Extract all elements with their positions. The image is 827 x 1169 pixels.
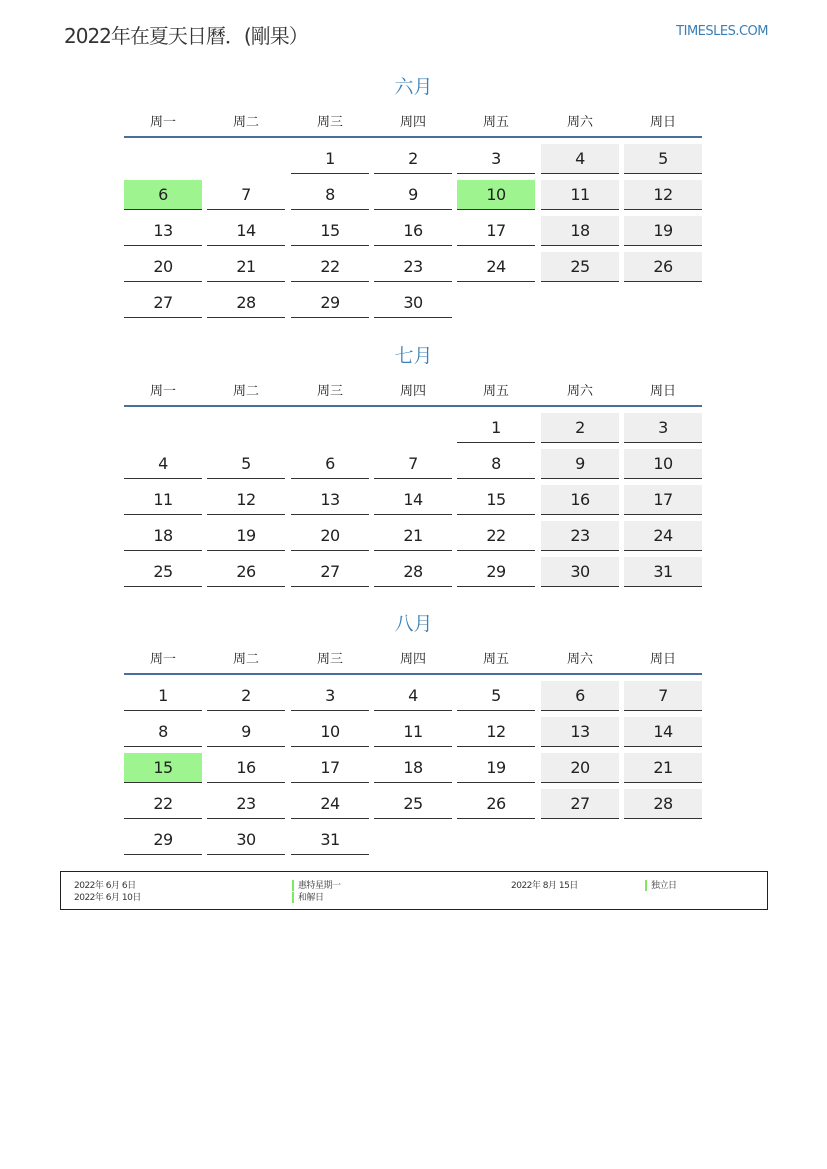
day-cell: 8 xyxy=(457,449,535,479)
day-cell: 16 xyxy=(374,216,452,246)
weekday-header: 周四 xyxy=(399,115,426,130)
day-cell: 14 xyxy=(624,717,702,747)
day-cell: 15 xyxy=(291,216,369,246)
day-cell: 20 xyxy=(291,521,369,551)
day-cell: 30 xyxy=(374,288,452,318)
day-cell: 3 xyxy=(291,681,369,711)
header-rule xyxy=(124,405,702,407)
month-title: 八月 xyxy=(394,613,433,635)
day-cell: 24 xyxy=(624,521,702,551)
day-cell: 13 xyxy=(291,485,369,515)
day-cell: 11 xyxy=(541,180,619,210)
day-cell: 17 xyxy=(457,216,535,246)
weekday-header: 周二 xyxy=(232,115,259,130)
day-cell: 8 xyxy=(124,717,202,747)
day-cell: 24 xyxy=(457,252,535,282)
header-rule xyxy=(124,673,702,675)
day-cell: 21 xyxy=(624,753,702,783)
day-cell: 19 xyxy=(207,521,285,551)
day-cell: 19 xyxy=(457,753,535,783)
weekday-header: 周日 xyxy=(649,115,676,130)
day-cell: 17 xyxy=(624,485,702,515)
day-cell: 31 xyxy=(291,825,369,855)
day-cell: 17 xyxy=(291,753,369,783)
day-cell: 22 xyxy=(457,521,535,551)
day-cell: 18 xyxy=(374,753,452,783)
day-cell: 4 xyxy=(541,144,619,174)
day-cell: 15 xyxy=(457,485,535,515)
day-cell: 27 xyxy=(291,557,369,587)
day-cell: 7 xyxy=(374,449,452,479)
day-cell: 4 xyxy=(124,449,202,479)
day-cell: 28 xyxy=(374,557,452,587)
day-cell: 23 xyxy=(207,789,285,819)
holiday-legend xyxy=(60,871,768,910)
weekday-header: 周六 xyxy=(566,652,593,667)
day-cell: 1 xyxy=(457,413,535,443)
weekday-header: 周一 xyxy=(149,384,176,399)
weekday-header: 周四 xyxy=(399,652,426,667)
day-cell: 2 xyxy=(374,144,452,174)
day-cell: 21 xyxy=(374,521,452,551)
legend-holiday-name: 惠特星期一 xyxy=(298,881,341,891)
day-cell: 26 xyxy=(207,557,285,587)
holiday-day-cell: 6 xyxy=(124,180,202,210)
day-cell: 23 xyxy=(541,521,619,551)
day-cell: 14 xyxy=(207,216,285,246)
weekday-header: 周四 xyxy=(399,384,426,399)
weekday-header: 周五 xyxy=(482,115,509,130)
month-title: 六月 xyxy=(394,76,433,98)
weekday-header: 周二 xyxy=(232,652,259,667)
day-cell: 5 xyxy=(207,449,285,479)
day-cell: 12 xyxy=(207,485,285,515)
day-cell: 9 xyxy=(541,449,619,479)
day-cell: 12 xyxy=(624,180,702,210)
day-cell: 6 xyxy=(291,449,369,479)
day-cell: 12 xyxy=(457,717,535,747)
legend-date: 2022年 6月 6日 xyxy=(74,881,136,891)
day-cell: 7 xyxy=(624,681,702,711)
day-cell: 19 xyxy=(624,216,702,246)
day-cell: 2 xyxy=(541,413,619,443)
site-link[interactable]: TIMESLES.COM xyxy=(676,24,768,39)
day-cell: 18 xyxy=(541,216,619,246)
day-cell: 24 xyxy=(291,789,369,819)
header-rule xyxy=(124,136,702,138)
day-cell: 27 xyxy=(124,288,202,318)
day-cell: 9 xyxy=(207,717,285,747)
day-cell: 5 xyxy=(457,681,535,711)
day-cell: 20 xyxy=(541,753,619,783)
weekday-header: 周二 xyxy=(232,384,259,399)
day-cell: 26 xyxy=(624,252,702,282)
legend-holiday xyxy=(645,878,677,891)
day-cell: 2 xyxy=(207,681,285,711)
day-cell: 28 xyxy=(624,789,702,819)
weekday-header: 周五 xyxy=(482,652,509,667)
day-cell: 23 xyxy=(374,252,452,282)
day-cell: 4 xyxy=(374,681,452,711)
holiday-day-cell: 15 xyxy=(124,753,202,783)
weekday-header: 周一 xyxy=(149,652,176,667)
day-cell: 26 xyxy=(457,789,535,819)
day-cell: 11 xyxy=(124,485,202,515)
legend-holiday-name: 和解日 xyxy=(298,893,324,903)
day-cell: 25 xyxy=(541,252,619,282)
day-cell: 13 xyxy=(541,717,619,747)
day-cell: 28 xyxy=(207,288,285,318)
day-cell: 1 xyxy=(124,681,202,711)
day-cell: 3 xyxy=(457,144,535,174)
day-cell: 20 xyxy=(124,252,202,282)
weekday-header: 周三 xyxy=(316,384,343,399)
month-title: 七月 xyxy=(394,345,433,367)
page-title: 2022年在夏天日曆．(剛果） xyxy=(64,24,308,48)
day-cell: 16 xyxy=(541,485,619,515)
day-cell: 30 xyxy=(541,557,619,587)
legend-date: 2022年 6月 10日 xyxy=(74,893,141,903)
day-cell: 10 xyxy=(291,717,369,747)
day-cell: 8 xyxy=(291,180,369,210)
holiday-day-cell: 10 xyxy=(457,180,535,210)
day-cell: 16 xyxy=(207,753,285,783)
weekday-header: 周日 xyxy=(649,652,676,667)
day-cell: 7 xyxy=(207,180,285,210)
day-cell: 29 xyxy=(124,825,202,855)
holiday-marker-icon xyxy=(645,880,647,891)
day-cell: 21 xyxy=(207,252,285,282)
day-cell: 1 xyxy=(291,144,369,174)
weekday-header: 周五 xyxy=(482,384,509,399)
day-cell: 14 xyxy=(374,485,452,515)
day-cell: 13 xyxy=(124,216,202,246)
day-cell: 5 xyxy=(624,144,702,174)
weekday-header: 周一 xyxy=(149,115,176,130)
day-cell: 9 xyxy=(374,180,452,210)
day-cell: 31 xyxy=(624,557,702,587)
weekday-header: 周日 xyxy=(649,384,676,399)
weekday-header: 周六 xyxy=(566,115,593,130)
day-cell: 27 xyxy=(541,789,619,819)
day-cell: 25 xyxy=(124,557,202,587)
day-cell: 22 xyxy=(291,252,369,282)
weekday-header: 周三 xyxy=(316,115,343,130)
weekday-header: 周三 xyxy=(316,652,343,667)
day-cell: 25 xyxy=(374,789,452,819)
day-cell: 29 xyxy=(457,557,535,587)
day-cell: 30 xyxy=(207,825,285,855)
day-cell: 18 xyxy=(124,521,202,551)
day-cell: 6 xyxy=(541,681,619,711)
legend-holiday xyxy=(292,890,324,903)
day-cell: 10 xyxy=(624,449,702,479)
legend-date: 2022年 8月 15日 xyxy=(511,881,578,891)
day-cell: 29 xyxy=(291,288,369,318)
day-cell: 3 xyxy=(624,413,702,443)
day-cell: 11 xyxy=(374,717,452,747)
holiday-marker-icon xyxy=(292,892,294,903)
day-cell: 22 xyxy=(124,789,202,819)
weekday-header: 周六 xyxy=(566,384,593,399)
legend-holiday-name: 独立日 xyxy=(651,881,677,891)
